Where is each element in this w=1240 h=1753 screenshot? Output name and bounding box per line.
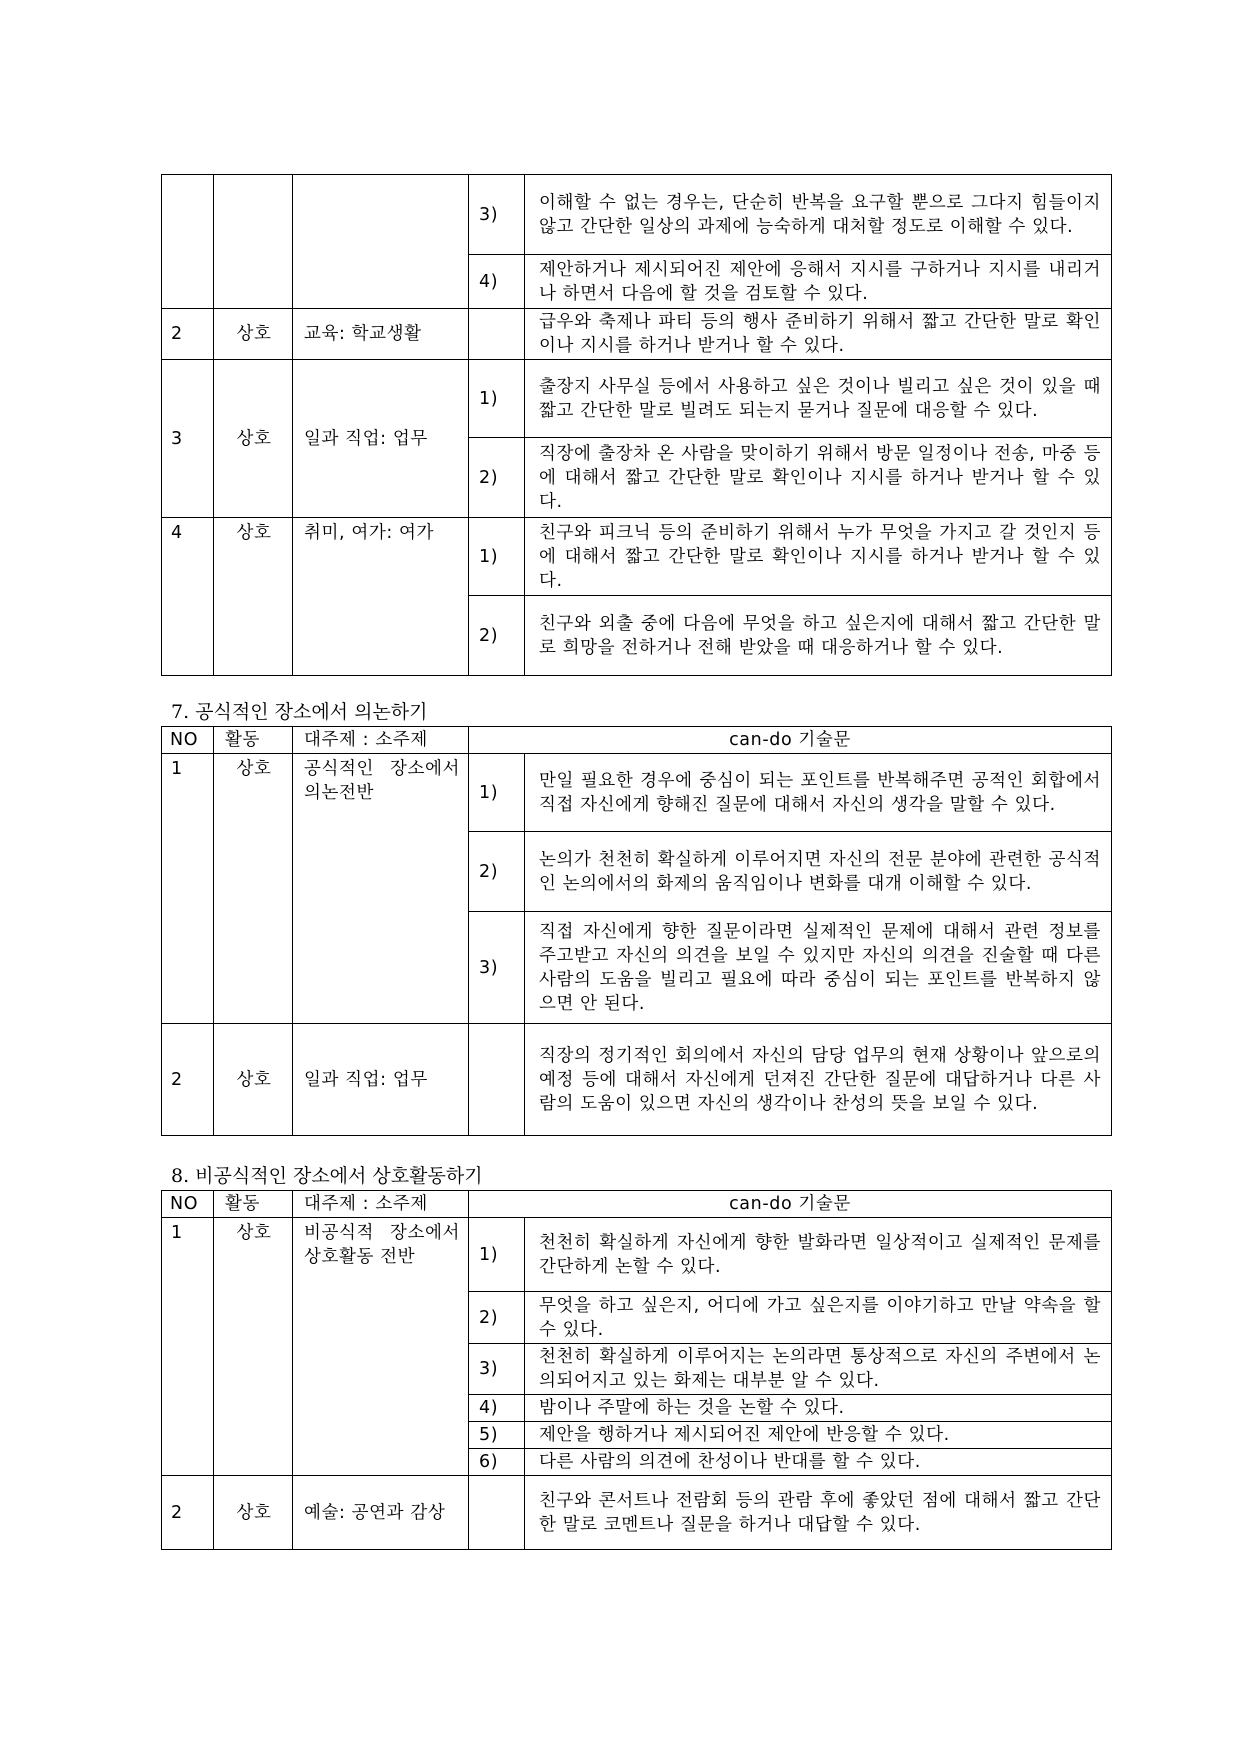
- row-number: 3: [162, 360, 214, 518]
- activity-cell: 상호: [214, 309, 293, 360]
- cando-description: 만일 필요한 경우에 중심이 되는 포인트를 반복해주면 공적인 회합에서 직접 자신에게 향해진 질문에 대해서 자신의 생각을 말할 수 있다.: [525, 754, 1112, 832]
- row-number: 2: [162, 1024, 214, 1136]
- section-7-block: [161, 700, 1111, 1136]
- cando-description: 친구와 외출 중에 다음에 무엇을 하고 싶은지에 대해서 짧고 간단한 말로 희망을 전하거나 전해 받았을 때 대응하거나 할 수 있다.: [525, 596, 1112, 676]
- topic-cell: [293, 175, 469, 309]
- cando-description: 다른 사람의 의견에 찬성이나 반대를 할 수 있다.: [525, 1449, 1112, 1476]
- item-number: 1): [469, 754, 525, 832]
- section-8-table: [161, 1190, 1112, 1550]
- item-number: 2): [469, 596, 525, 676]
- activity-cell: 상호: [214, 360, 293, 518]
- row-number: 2: [162, 1476, 214, 1550]
- topic-cell: 취미, 여가: 여가: [293, 518, 469, 676]
- header-topic: 대주제 : 소주제: [293, 727, 469, 754]
- table-row: [162, 754, 1112, 832]
- cando-description: 이해할 수 없는 경우는, 단순히 반복을 요구할 뿐으로 그다지 힘들이지 않고 간단한 일상의 과제에 능숙하게 대처할 정도로 이해할 수 있다.: [525, 175, 1112, 255]
- item-number: 4): [469, 1395, 525, 1422]
- cando-description: 천천히 확실하게 자신에게 향한 발화라면 일상적이고 실제적인 문제를 간단하게 논할 수 있다.: [525, 1218, 1112, 1292]
- activity-cell: 상호: [214, 754, 293, 1024]
- cando-description: 직장에 출장차 온 사람을 맞이하기 위해서 방문 일정이나 전송, 마중 등에 대해서 짧고 간단한 말로 확인이나 지시를 하거나 받거나 할 수 있다.: [525, 438, 1112, 518]
- section-8-title: 8. 비공식적인 장소에서 상호활동하기: [171, 1165, 483, 1187]
- continued-cando-table: [161, 174, 1112, 676]
- topic-cell: 예술: 공연과 감상: [293, 1476, 469, 1550]
- row-number: [162, 175, 214, 309]
- table-row: [162, 309, 1112, 360]
- item-number: [469, 309, 525, 360]
- cando-description: 직장의 정기적인 회의에서 자신의 담당 업무의 현재 상황이나 앞으로의 예정 등에 대해서 자신에게 던져진 간단한 질문에 대답하거나 다른 사람의 도움이 있으면 자신의 생각이나 찬성의 뜻을 보일 수 있다.: [525, 1024, 1112, 1136]
- header-topic: 대주제 : 소주제: [293, 1191, 469, 1218]
- cando-description: 제안하거나 제시되어진 제안에 응해서 지시를 구하거나 지시를 내리거나 하면서 다음에 할 것을 검토할 수 있다.: [525, 255, 1112, 309]
- item-number: 2): [469, 1292, 525, 1344]
- topic-cell: 일과 직업: 업무: [293, 360, 469, 518]
- header-cando: can-do 기술문: [469, 1191, 1112, 1218]
- section-8-block: [161, 1164, 1111, 1550]
- table-row: [162, 518, 1112, 596]
- header-no: NO: [162, 727, 214, 754]
- item-number: 4): [469, 255, 525, 309]
- table-row: [162, 1476, 1112, 1550]
- header-cando: can-do 기술문: [469, 727, 1112, 754]
- item-number: 2): [469, 832, 525, 912]
- header-row: [162, 1191, 1112, 1218]
- cando-description: 출장지 사무실 등에서 사용하고 싶은 것이나 빌리고 싶은 것이 있을 때 짧고 간단한 말로 빌려도 되는지 묻거나 질문에 대응할 수 있다.: [525, 360, 1112, 438]
- cando-description: 밤이나 주말에 하는 것을 논할 수 있다.: [525, 1395, 1112, 1422]
- table-row: [162, 1218, 1112, 1292]
- continued-table-block: [161, 174, 1111, 676]
- item-number: 3): [469, 175, 525, 255]
- topic-cell: 비공식적 장소에서 상호활동 전반: [293, 1218, 469, 1476]
- item-number: 1): [469, 360, 525, 438]
- table-row: [162, 175, 1112, 255]
- item-number: 6): [469, 1449, 525, 1476]
- activity-cell: 상호: [214, 1218, 293, 1476]
- row-number: 1: [162, 754, 214, 1024]
- section-7-title: 7. 공식적인 장소에서 의논하기: [171, 701, 428, 723]
- cando-description: 논의가 천천히 확실하게 이루어지면 자신의 전문 분야에 관련한 공식적인 논의에서의 화제의 움직임이나 변화를 대개 이해할 수 있다.: [525, 832, 1112, 912]
- table-row: [162, 1024, 1112, 1136]
- row-number: 2: [162, 309, 214, 360]
- item-number: 2): [469, 438, 525, 518]
- header-activity: 활동: [214, 1191, 293, 1218]
- cando-description: 친구와 피크닉 등의 준비하기 위해서 누가 무엇을 가지고 갈 것인지 등에 대해서 짧고 간단한 말로 확인이나 지시를 하거나 받거나 할 수 있다.: [525, 518, 1112, 596]
- activity-cell: 상호: [214, 518, 293, 676]
- section-7-table: [161, 726, 1112, 1136]
- item-number: 3): [469, 1344, 525, 1395]
- topic-cell: 일과 직업: 업무: [293, 1024, 469, 1136]
- row-number: 4: [162, 518, 214, 676]
- row-number: 1: [162, 1218, 214, 1476]
- activity-cell: 상호: [214, 1024, 293, 1136]
- activity-cell: [214, 175, 293, 309]
- cando-description: 직접 자신에게 향한 질문이라면 실제적인 문제에 대해서 관련 정보를 주고받고 자신의 의견을 보일 수 있지만 자신의 의견을 진술할 때 다른 사람의 도움을 빌리고 필요에 따라 중심이 되는 포인트를 반복하지 않으면 안 된다.: [525, 912, 1112, 1024]
- cando-description: 무엇을 하고 싶은지, 어디에 가고 싶은지를 이야기하고 만날 약속을 할 수 있다.: [525, 1292, 1112, 1344]
- topic-cell: 공식적인 장소에서 의논전반: [293, 754, 469, 1024]
- activity-cell: 상호: [214, 1476, 293, 1550]
- cando-description: 급우와 축제나 파티 등의 행사 준비하기 위해서 짧고 간단한 말로 확인이나 지시를 하거나 받거나 할 수 있다.: [525, 309, 1112, 360]
- item-number: 1): [469, 518, 525, 596]
- item-number: [469, 1476, 525, 1550]
- item-number: [469, 1024, 525, 1136]
- table-row: [162, 360, 1112, 438]
- header-no: NO: [162, 1191, 214, 1218]
- item-number: 1): [469, 1218, 525, 1292]
- cando-description: 친구와 콘서트나 전람회 등의 관람 후에 좋았던 점에 대해서 짧고 간단한 말로 코멘트나 질문을 하거나 대답할 수 있다.: [525, 1476, 1112, 1550]
- cando-description: 제안을 행하거나 제시되어진 제안에 반응할 수 있다.: [525, 1422, 1112, 1449]
- cando-description: 천천히 확실하게 이루어지는 논의라면 통상적으로 자신의 주변에서 논의되어지고 있는 화제는 대부분 알 수 있다.: [525, 1344, 1112, 1395]
- item-number: 5): [469, 1422, 525, 1449]
- topic-cell: 교육: 학교생활: [293, 309, 469, 360]
- header-row: [162, 727, 1112, 754]
- header-activity: 활동: [214, 727, 293, 754]
- item-number: 3): [469, 912, 525, 1024]
